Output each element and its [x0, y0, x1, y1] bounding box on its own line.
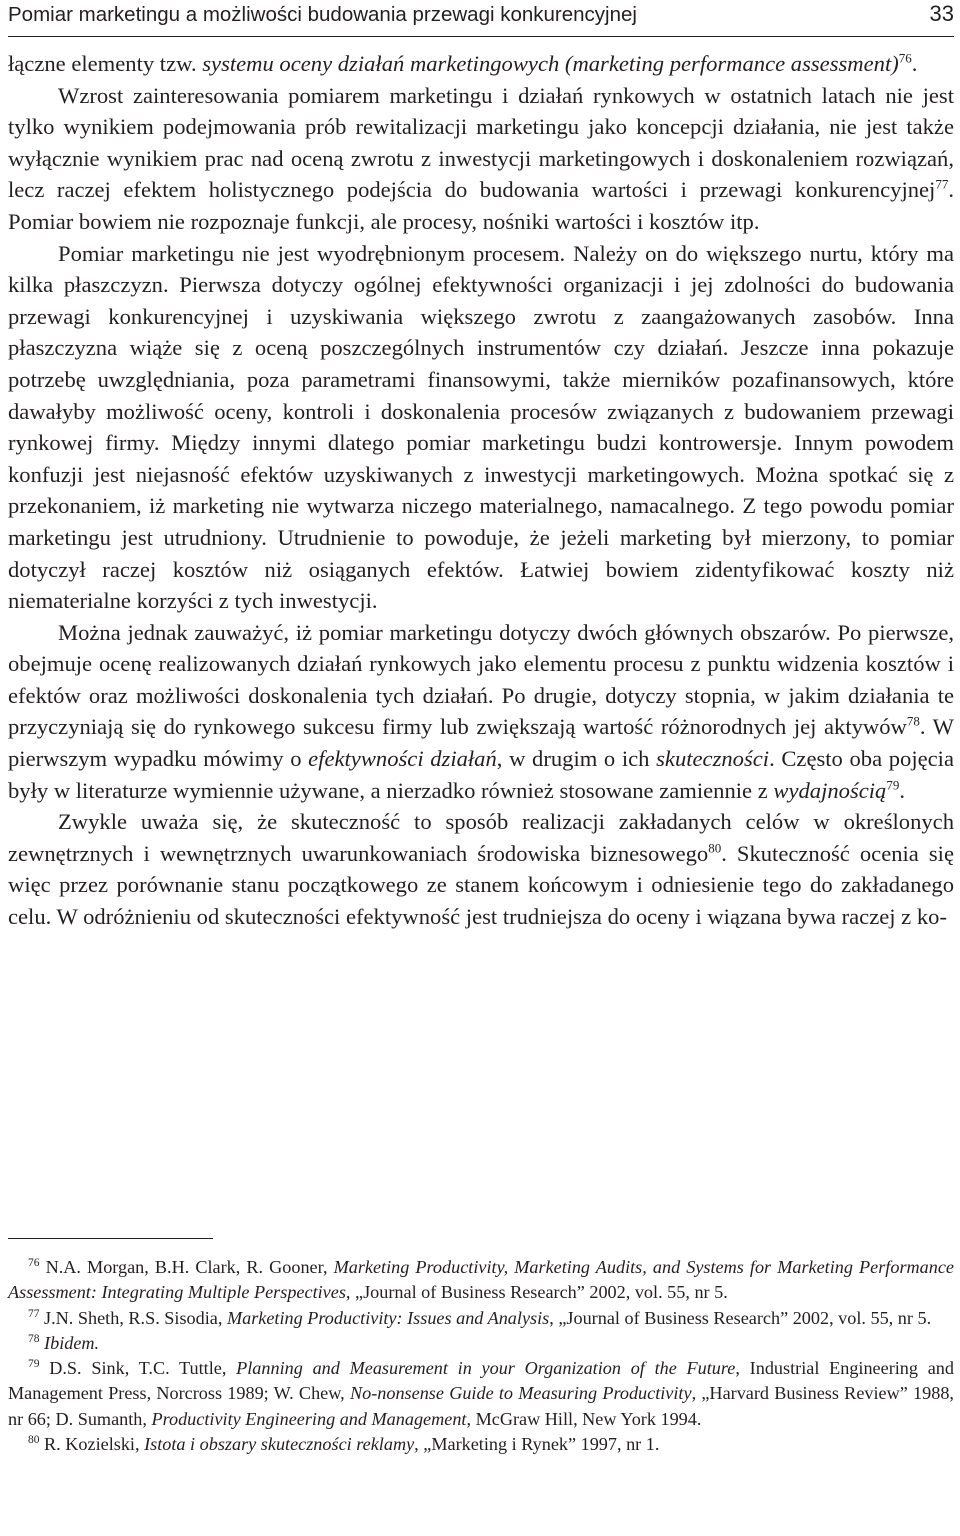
footnote-79: [8, 1356, 954, 1432]
italic-title: Productivity Engineering and Management: [151, 1408, 467, 1429]
footnote-number: 78: [28, 1332, 40, 1345]
footnote-separator: [8, 1238, 213, 1239]
text-run: R. Kozielski,: [44, 1434, 145, 1455]
footnote-78: [8, 1331, 954, 1356]
paragraph-5: [8, 806, 954, 932]
italic-term: skuteczności: [656, 746, 770, 772]
italic-title: Ibidem.: [44, 1332, 100, 1353]
footnote-76: [8, 1255, 954, 1306]
italic-title: Istota i obszary skuteczności reklamy: [144, 1434, 415, 1455]
paragraph-2: [8, 80, 954, 238]
paragraph-1: [8, 48, 954, 80]
footnote-number: 76: [28, 1256, 40, 1269]
text-run: Wzrost zainteresowania pomiarem marketingu i działań rynkowych w ostatnich latach nie jest tylko wynikiem podejmowania prób rewitalizacji marketingu jako koncepcji działania, nie jest także wyłącznie wynikiem prac nad oceną zwrotu z inwestycji marketingowych i doskonaleniem rozwiązań, lecz raczej efektem holistycznego podejścia do budowania wartości i przewagi konkurencyjnej: [8, 82, 954, 203]
text-run: . Skuteczność ocenia się więc przez porównanie stanu początkowego ze stanem końcowym i odniesienie tego do zakładanego celu. W odróżnieniu od skuteczności efektywność jest trudniejsza do oceny i wiązana bywa raczej z ko-: [8, 840, 954, 930]
book-page: [8, 0, 954, 1455]
text-run: , „Marketing i Rynek” 1997, nr 1.: [414, 1434, 660, 1455]
paragraph-3: Pomiar marketingu nie jest wyodrębnionym procesem. Należy on do większego nurtu, który ma kilka płaszczyzn. Pierwsza dotyczy ogólnej efektywności organizacji i jej zdolności do budowania przewagi konkurencyjnej i uzyskiwania większego zwrotu z zaangażowanych zasobów. Inna płaszczyzna wiąże się z oceną poszczególnych instrumentów czy działań. Jeszcze inna pokazuje potrzebę uwzględniania, poza parametrami finansowymi, także mierników pozafinansowych, które dawałyby możliwość oceny, kontroli i doskonalenia procesów związanych z budowaniem przewagi rynkowej firmy. Między innymi dlatego pomiar marketingu budzi kontrowersje. Innym powodem konfuzji jest niejasność efektów uzyskiwanych z inwestycji marketingowych. Można spotkać się z przekonaniem, iż marketing nie wytwarza niczego materialnego, namacalnego. Z tego powodu pomiar marketingu jest utrudniony. Utrudnienie to powoduje, że jeżeli marketing był mierzony, to pomiar dotyczył raczej kosztów niż osiąganych efektów. Łatwiej bowiem zidentyfikować koszty niż niematerialne korzyści z tych inwestycji.: [8, 240, 954, 614]
footnote-number: 77: [28, 1307, 40, 1320]
italic-term: efektywności działań: [308, 746, 497, 772]
text-run: . Pomiar bowiem nie rozpoznaje funkcji, ale procesy, nośniki wartości i kosztów itp.: [8, 177, 954, 234]
text-run: .: [911, 51, 918, 76]
italic-term: wydajnością: [773, 777, 887, 803]
italic-title: Marketing Productivity: Issues and Analysis: [226, 1307, 550, 1328]
text-run: .: [899, 777, 905, 803]
text-run: . W pierwszym wypadku mówimy o: [8, 714, 954, 772]
footnote-80: [8, 1432, 954, 1457]
text-run: , „Harvard Business Review” 1988, nr 66; D. Sumanth,: [8, 1383, 954, 1429]
italic-title: No-nonsense Guide to Measuring Productivity: [349, 1383, 692, 1404]
text-run: N.A. Morgan, B.H. Clark, R. Gooner,: [45, 1257, 334, 1277]
italic-term: systemu oceny działań marketingowych (marketing performance assessment): [202, 51, 899, 76]
footnotes: [8, 1255, 954, 1457]
text-run: , „Journal of Business Research” 2002, vol. 55, nr 5.: [549, 1307, 932, 1328]
text-run: , w drugim o ich: [496, 746, 657, 772]
footnote-ref-77[interactable]: 77: [935, 176, 949, 192]
main-text: [8, 48, 954, 933]
text-run: . Często oba pojęcia były w literaturze wymiennie używane, a nierzadko również stosowane zamiennie z: [8, 746, 954, 803]
footnote-number: 79: [28, 1358, 40, 1371]
text-run: J.N. Sheth, R.S. Sisodia,: [44, 1307, 227, 1328]
text-run: D.S. Sink, T.C. Tuttle,: [49, 1358, 237, 1379]
paragraph-4: [8, 617, 954, 807]
footnote-ref-78[interactable]: 78: [906, 713, 920, 729]
footnote-number: 80: [28, 1434, 40, 1447]
page-number: 33: [929, 1, 954, 26]
running-title: Pomiar marketingu a możliwości budowania przewagi konkurencyjnej: [8, 3, 637, 26]
text-run: Zwykle uważa się, że skuteczność to sposób realizacji zakładanych celów w określonych zewnętrznych i wewnętrznych uwarunkowaniach środowiska biznesowego: [8, 809, 954, 866]
footnote-ref-76[interactable]: 76: [898, 50, 912, 66]
text-run: , McGraw Hill, New York 1994.: [466, 1408, 702, 1429]
text-run: Można jednak zauważyć, iż pomiar marketingu dotyczy dwóch głównych obszarów. Po pierwsze, obejmuje ocenę realizowanych działań rynkowych jako elementu procesu z punktu widzenia kosztów i efektów oraz możliwości doskonalenia tych działań. Po drugie, dotyczy stopnia, w jakim działania te przyczyniają się do rynkowego sukcesu firmy lub zwiększają wartość różnorodnych jej aktywów: [8, 619, 954, 740]
text-run: łączne elementy tzw.: [8, 51, 203, 76]
footnote-ref-79[interactable]: 79: [886, 777, 900, 793]
text-run: , „Journal of Business Research” 2002, vol. 55, nr 5.: [345, 1282, 728, 1303]
text-run: , Industrial Engineering and Management Press, Norcross 1989; W. Chew,: [8, 1358, 954, 1404]
italic-title: Planning and Measurement in your Organization of the Future: [236, 1358, 736, 1379]
footnote-77: [8, 1306, 954, 1331]
running-header: [8, 0, 954, 37]
italic-title: Marketing Productivity, Marketing Audits, and Systems for Marketing Performance Assessment: Integrating Multiple Perspectives: [8, 1257, 954, 1303]
footnote-ref-80[interactable]: 80: [708, 840, 722, 856]
